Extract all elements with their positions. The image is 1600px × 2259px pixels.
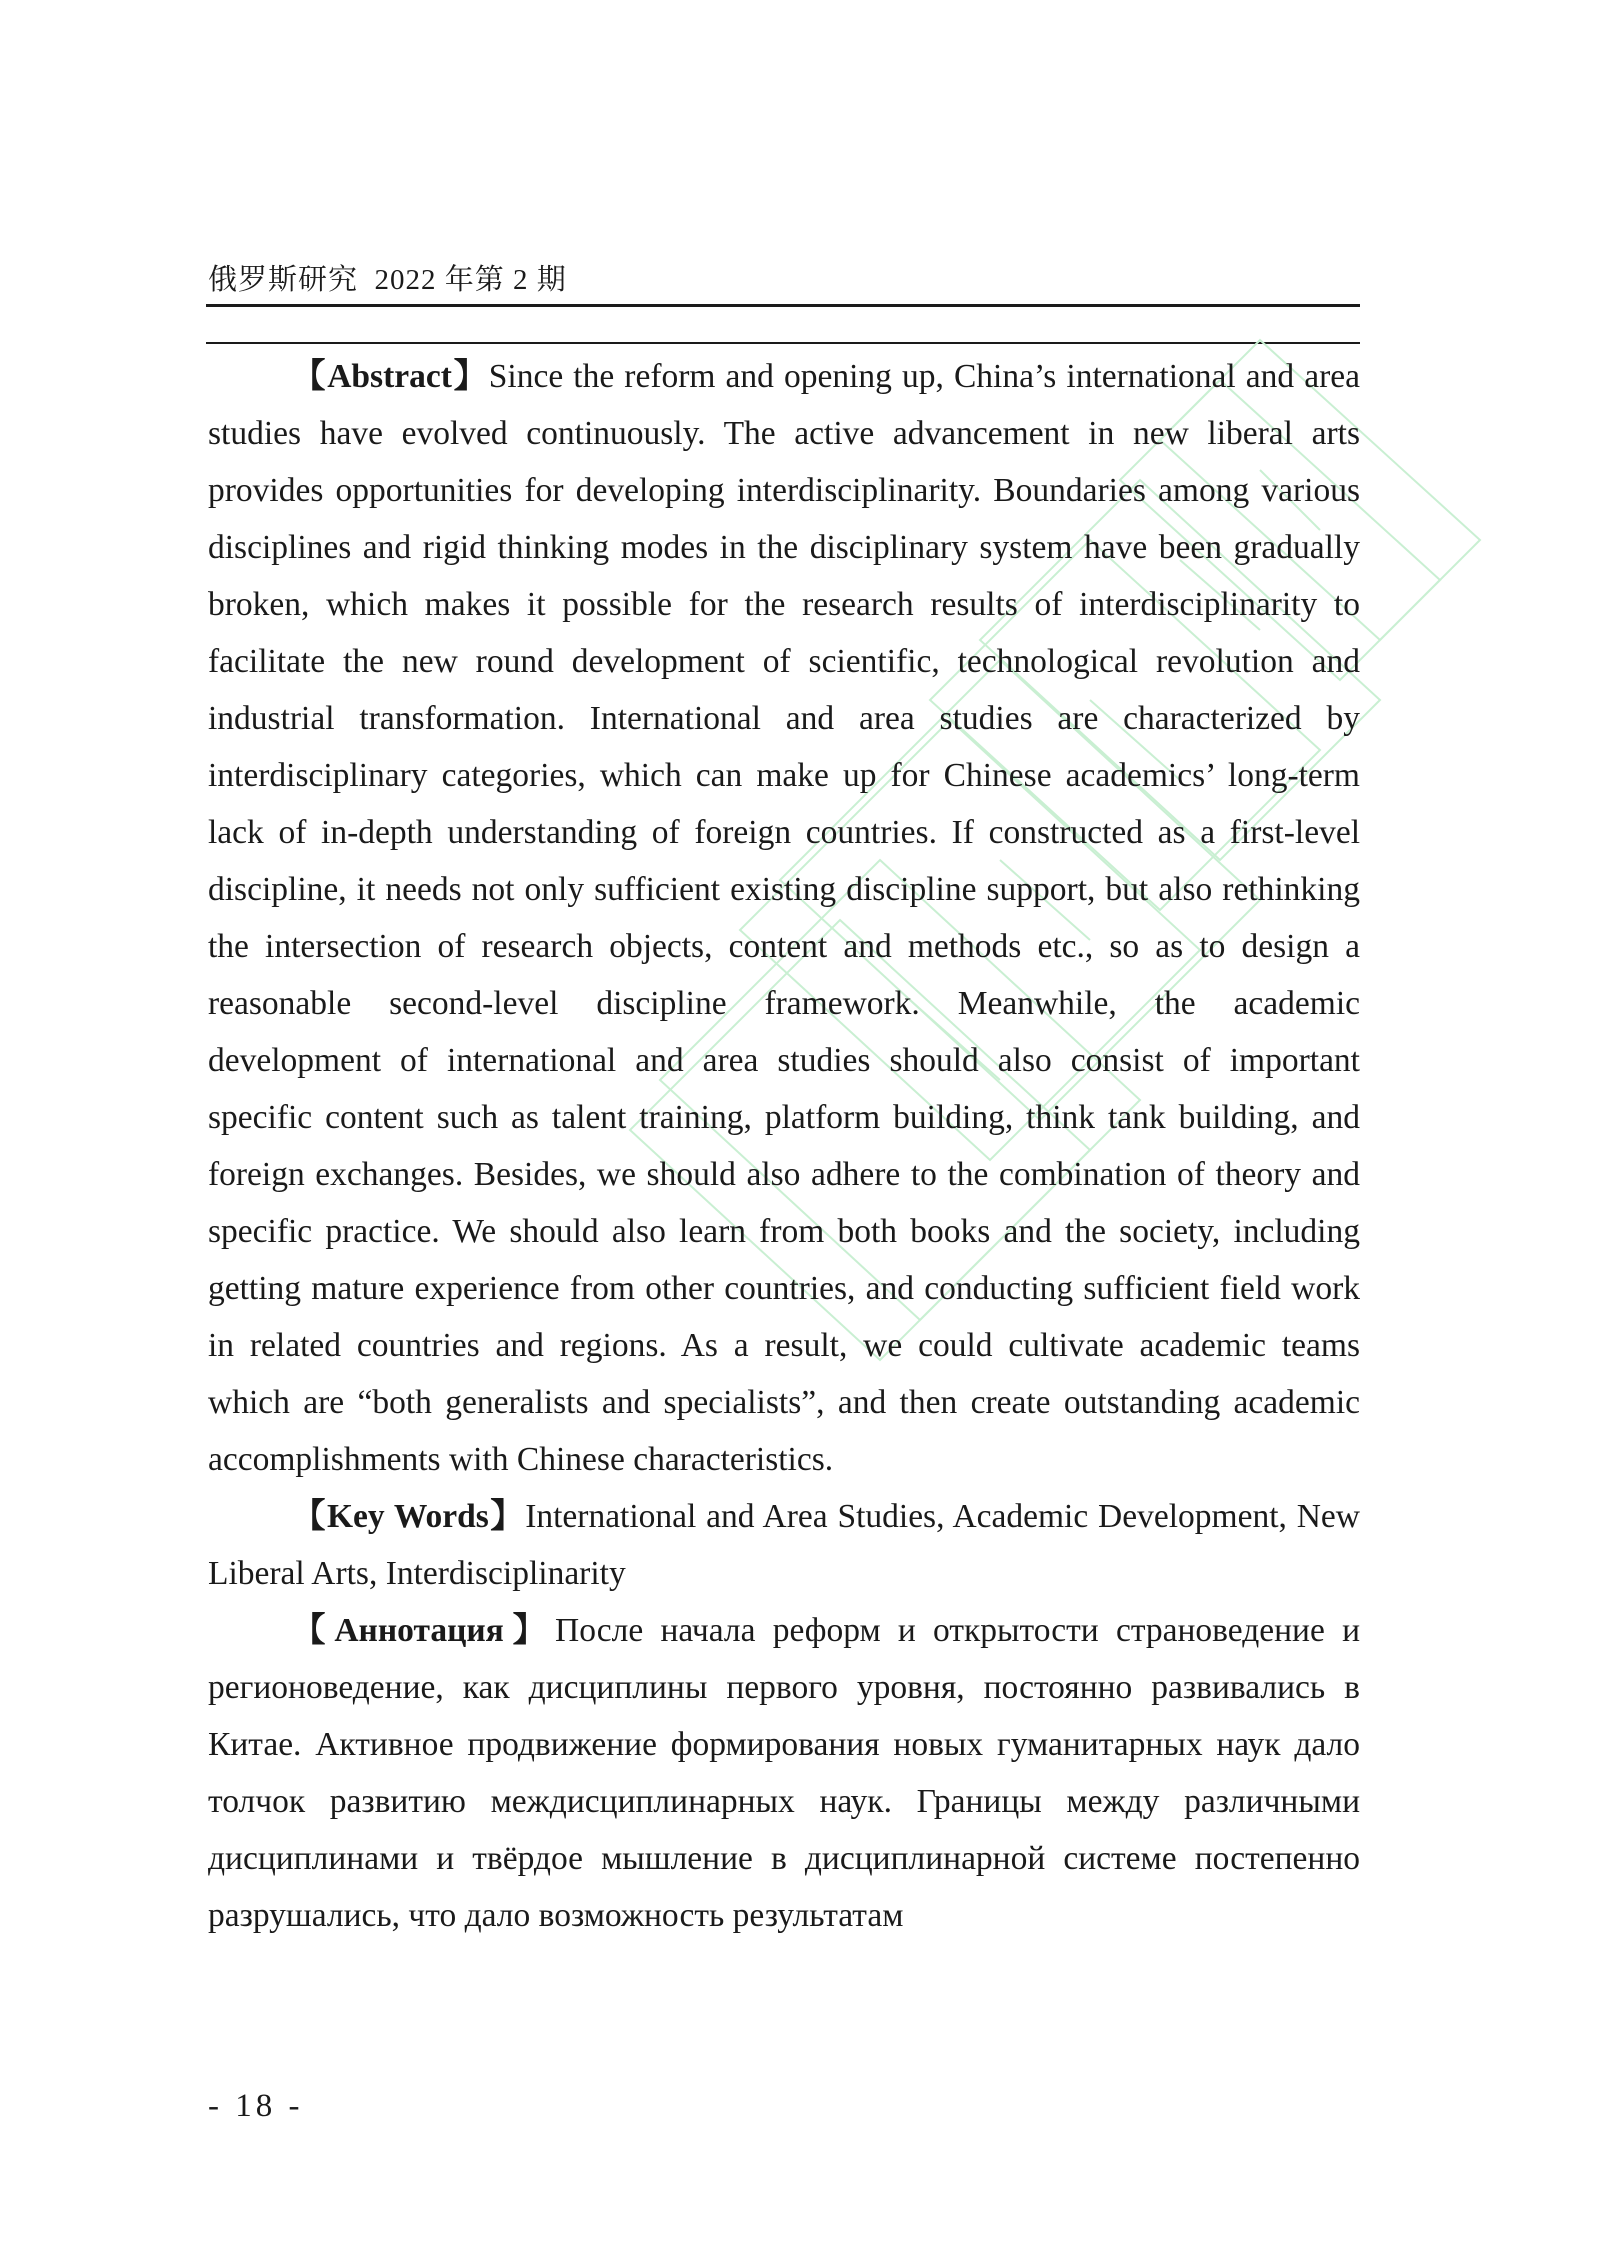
header-rule-thin (206, 342, 1360, 344)
journal-title: 俄罗斯研究 (208, 264, 359, 296)
keywords-paragraph (208, 1488, 1360, 1602)
paper-body (208, 348, 1360, 1944)
header-rule-thick (206, 304, 1360, 307)
annotation-text: После начала реформ и открытости страноведение и регионоведение, как дисциплины первого уровня, постоянно развивались в Китае. Активное продвижение формирования новых гуманитарных наук дало толчок развитию междисциплинарных наук. Границы между различными дисциплинами и твёрдое мышление в дисциплинарной системе постепенно разрушались, что дало возможность результатам (208, 1612, 1361, 1934)
page-number: - 18 - (208, 2088, 304, 2124)
abstract-text: Since the reform and opening up, China’s international and area studies have evolved continuously. The active advancement in new liberal arts provides opportunities for developing interdisciplinarity. Boundaries among various disciplines and rigid thinking modes in the disciplinary system have been gradually broken, which makes it possible for the research results of interdisciplinarity to facilitate the new round development of scientific, technological revolution and industrial transformation. International and area studies are characterized by interdisciplinary categories, which can make up for Chinese academics’ long-term lack of in-depth understanding of foreign countries. If constructed as a first-level discipline, it needs not only sufficient existing discipline support, but also rethinking the intersection of research objects, content and methods etc., so as to design a reasonable second-level discipline framework. Meanwhile, the academic development of international and area studies should also consist of important specific content such as talent training, platform building, think tank building, and foreign exchanges. Besides, we should also adhere to the combination of theory and specific practice. We should also learn from both books and the society, including getting mature experience from other countries, and conducting sufficient field work in related countries and regions. As a result, we could cultivate academic teams which are “both generalists and specialists”, and then create outstanding academic accomplishments with Chinese characteristics. (208, 358, 1360, 1478)
issue-label: 2022 年第 2 期 (374, 264, 567, 296)
keywords-label: 【Key Words】 (292, 1498, 526, 1535)
abstract-paragraph (208, 348, 1360, 1488)
annotation-paragraph (208, 1602, 1360, 1944)
annotation-label: 【Аннотация】 (292, 1612, 555, 1649)
keywords-text: International and Area Studies, Academic Development, New Liberal Arts, Interdisciplinarity (208, 1498, 1360, 1592)
abstract-label: 【Abstract】 (292, 358, 489, 395)
running-header (208, 256, 1360, 304)
